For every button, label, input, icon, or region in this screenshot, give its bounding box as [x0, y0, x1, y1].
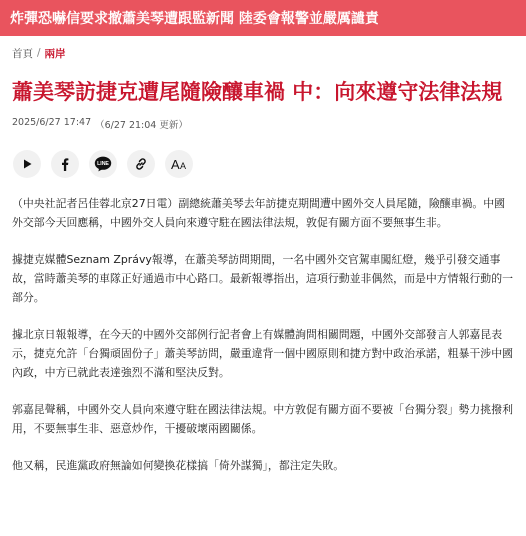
banner-headline-link[interactable]: 炸彈恐嚇信要求撤蕭美琴遭跟監新聞 陸委會報警並嚴厲譴責 [10, 11, 379, 27]
font-size-large-a: A [171, 157, 180, 171]
facebook-share-button[interactable] [51, 150, 79, 178]
article-paragraph: （中央社記者呂佳蓉北京27日電）副總統蕭美琴去年訪捷克期間遭中國外交人員尾隨，險釀車禍。中國外交部今天回應稱，中國外交人員向來遵守駐在國法律法規，敦促有關方面不要無事生非。 [12, 197, 506, 229]
font-size-small-a: A [180, 161, 187, 171]
font-size-icon [170, 157, 188, 171]
facebook-icon [58, 157, 72, 171]
play-icon [21, 158, 33, 170]
article-paragraph: 據北京日報報導，在今天的中國外交部例行記者會上有媒體詢問相關問題，中國外交部發言人郭嘉昆表示，捷克允許「台獨頑固份子」蕭美琴訪問，嚴重違背一個中國原則和捷方對中政治承諾，粗暴干涉中國內政，中方已就此表達強烈不滿和堅決反對。 [12, 328, 513, 379]
link-icon [134, 157, 148, 171]
updated-time: （6/27 21:04 更新） [95, 120, 188, 131]
copy-link-button[interactable] [127, 150, 155, 178]
article-body [12, 194, 514, 475]
line-share-button[interactable] [89, 150, 117, 178]
article-paragraph: 他又稱，民進黨政府無論如何變換花樣搞「倚外謀獨」，都注定失敗。 [12, 459, 345, 472]
play-audio-button[interactable] [13, 150, 41, 178]
top-banner[interactable] [0, 0, 526, 36]
breadcrumb-separator: / [37, 47, 41, 59]
article-paragraph: 郭嘉昆聲稱，中國外交人員向來遵守駐在國法律法規。中方敦促有關方面不要被「台獨分裂」勢力挑撥利用，不要無事生非、惡意炒作，干擾破壞兩國關係。 [12, 403, 513, 435]
font-size-button[interactable] [165, 150, 193, 178]
article-paragraph: 據捷克媒體Seznam Zprávy報導，在蕭美琴訪問期間，一名中國外交官駕車闖紅燈，幾乎引發交通事故，當時蕭美琴的車隊正好通過市中心路口。最新報導指出，這項行動並非偶然，而是中方情報行動的一部分。 [12, 253, 513, 304]
article-title: 蕭美琴訪捷克遭尾隨險釀車禍 中：向來遵守法律法規 [12, 80, 503, 104]
breadcrumb-section[interactable]: 兩岸 [44, 47, 66, 60]
breadcrumb-home[interactable]: 首頁 [12, 47, 33, 60]
line-icon [94, 156, 112, 172]
line-icon-label: LINE [97, 161, 109, 168]
breadcrumb [12, 46, 514, 60]
published-time: 2025/6/27 17:47 [12, 117, 92, 128]
share-toolbar [13, 150, 526, 178]
article-timestamp [12, 117, 514, 131]
